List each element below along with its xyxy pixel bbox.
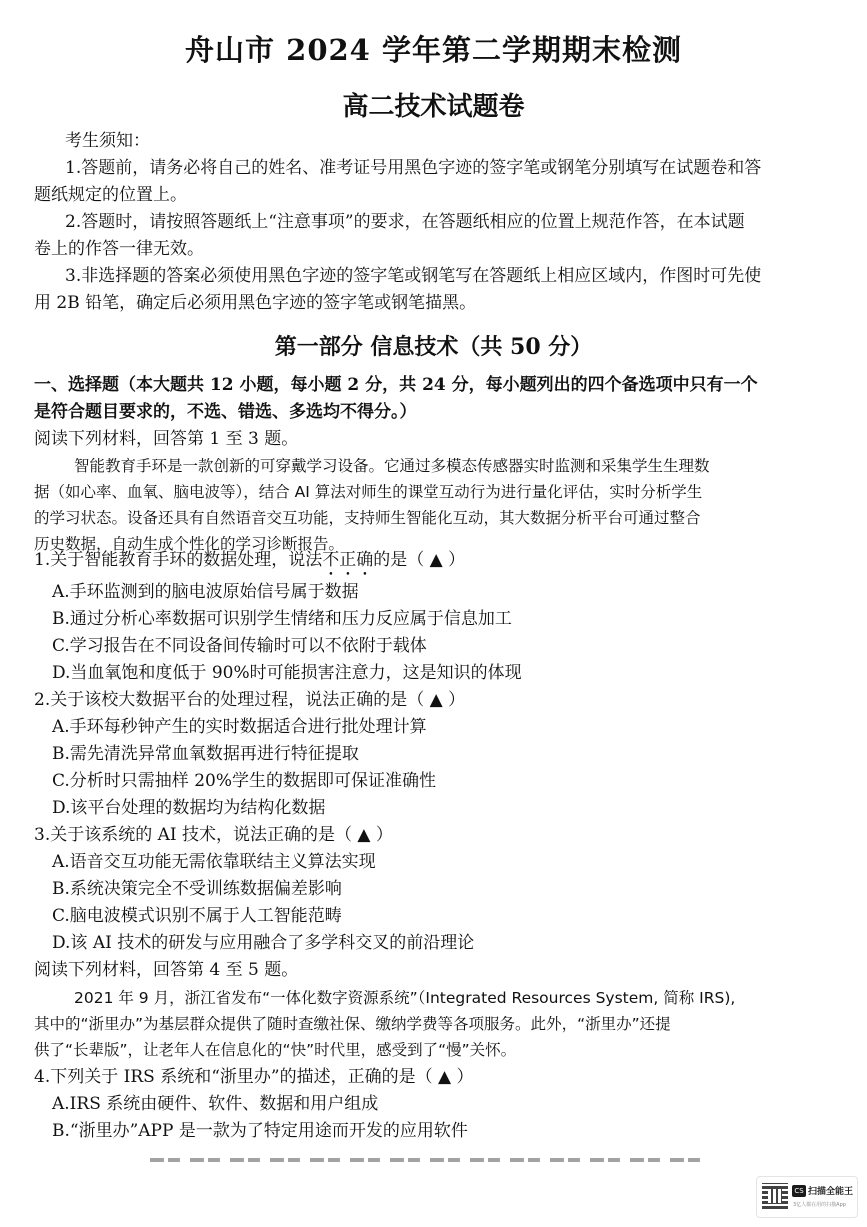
exam-subtitle: 高二技术试题卷 (342, 92, 525, 122)
material-text: 历史数据，自动生成个性化的学习诊断报告。 (34, 535, 345, 553)
scanner-app-name: 扫描全能王 (808, 1187, 854, 1197)
option: A.手环监测到的脑电波原始信号属于数据 (52, 582, 359, 602)
option: A.语音交互功能无需依靠联结主义算法实现 (52, 852, 376, 872)
option: A.IRS 系统由硬件、软件、数据和用户组成 (52, 1094, 379, 1114)
page-footer-cutoff (150, 1152, 710, 1162)
section-heading: 是符合题目要求的，不选、错选、多选均不得分。） (34, 402, 417, 422)
notice-line: 3.非选择题的答案必须使用黑色字迹的签字笔或钢笔写在答题纸上相应区域内，作图时可先使 (65, 266, 762, 286)
material-text: 的学习状态。设备还具有自然语音交互功能，支持师生智能化互动，其大数据分析平台可通过整合 (34, 509, 701, 527)
scanner-watermark (756, 1176, 858, 1218)
notice-line: 用 2B 铅笔，确定后必须用黑色字迹的签字笔或钢笔描黑。 (34, 293, 477, 313)
notice-line: 2.答题时，请按照答题纸上“注意事项”的要求，在答题纸相应的位置上规范作答，在本试题 (65, 212, 745, 232)
qr-code-icon (762, 1183, 788, 1209)
material-lead: 阅读下列材料，回答第 4 至 5 题。 (34, 960, 299, 980)
scanner-app-tagline: 3亿人都在用的扫描App (793, 1202, 846, 1208)
option: B.系统决策完全不受训练数据偏差影响 (52, 879, 342, 899)
question-stem-text: 1.关于智能教育手环的数据处理，说法 (34, 550, 323, 570)
material-lead: 阅读下列材料，回答第 1 至 3 题。 (34, 429, 299, 449)
question-stem: 2.关于该校大数据平台的处理过程，说法正确的是（ ▲ ） (34, 690, 466, 710)
question-stem-text: 的是（ ▲ ） (373, 550, 466, 570)
question-stem (34, 547, 834, 580)
notice-heading: 考生须知： (65, 131, 150, 151)
option: C.学习报告在不同设备间传输时可以不依附于载体 (52, 636, 427, 656)
question-stem: 4.下列关于 IRS 系统和“浙里办”的描述，正确的是（ ▲ ） (34, 1067, 474, 1087)
option: A.手环每秒钟产生的实时数据适合进行批处理计算 (52, 717, 427, 737)
option: D.当血氧饱和度低于 90%时可能损害注意力，这是知识的体现 (52, 663, 522, 683)
material-text: 其中的“浙里办”为基层群众提供了随时查缴社保、缴纳学费等各项服务。此外，“浙里办”还提 (34, 1015, 671, 1033)
material-text: 2021 年 9 月，浙江省发布“一体化数字资源系统”（Integrated Resources System, 简称 IRS), (74, 989, 736, 1007)
material-text: 供了“长辈版”，让老年人在信息化的“快”时代里，感受到了“慢”关怀。 (34, 1041, 517, 1059)
option: C.分析时只需抽样 20%学生的数据即可保证准确性 (52, 771, 436, 791)
notice-line: 卷上的作答一律无效。 (34, 239, 204, 259)
emphasis-text: 不正确 (322, 550, 374, 570)
question-stem: 3.关于该系统的 AI 技术，说法正确的是（ ▲ ） (34, 825, 393, 845)
section-heading: 一、选择题（本大题共 12 小题，每小题 2 分，共 24 分，每小题列出的四个备选项中只有一个 (34, 375, 758, 395)
notice-line: 题纸规定的位置上。 (34, 185, 187, 205)
option: B.通过分析心率数据可识别学生情绪和压力反应属于信息加工 (52, 609, 512, 629)
option: D.该平台处理的数据均为结构化数据 (52, 798, 326, 818)
notice-line: 1.答题前，请务必将自己的姓名、准考证号用黑色字迹的签字笔或钢笔分别填写在试题卷和答 (65, 158, 762, 178)
exam-title: 舟山市 2024 学年第二学期期末检测 (185, 33, 682, 67)
camscanner-logo-icon: CS (792, 1185, 806, 1197)
option: C.脑电波模式识别不属于人工智能范畴 (52, 906, 342, 926)
option: B.需先清洗异常血氧数据再进行特征提取 (52, 744, 359, 764)
material-text: 智能教育手环是一款创新的可穿戴学习设备。它通过多模态传感器实时监测和采集学生生理数 (74, 457, 710, 475)
part-title: 第一部分 信息技术（共 50 分） (274, 334, 593, 360)
option: B.“浙里办”APP 是一款为了特定用途而开发的应用软件 (52, 1121, 468, 1141)
material-text: 据（如心率、血氧、脑电波等），结合 AI 算法对师生的课堂互动行为进行量化评估，实时分析学生 (34, 483, 703, 501)
option: D.该 AI 技术的研发与应用融合了多学科交叉的前沿理论 (52, 933, 475, 953)
